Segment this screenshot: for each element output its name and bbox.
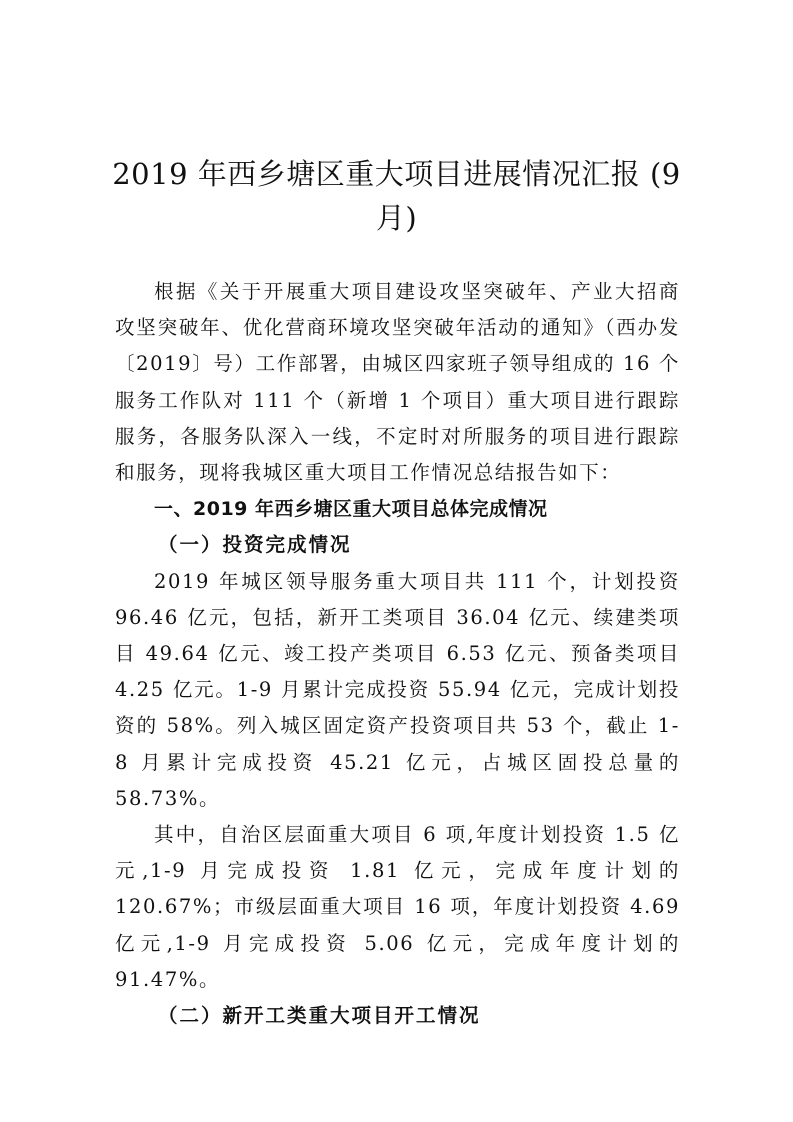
- paragraph-investment-levels: 其中，自治区层面重大项目 6 项,年度计划投资 1.5 亿元,1-9 月完成投资 1.81 亿元，完成年度计划的 120.67%；市级层面重大项目 16 项，年度计划投资 4.69 亿元,1-9 月完成投资 5.06 亿元，完成年度计划的 91.47%。: [115, 823, 680, 991]
- paragraph-investment-summary: 2019 年城区领导服务重大项目共 111 个，计划投资 96.46 亿元，包括，新开工类项目 36.04 亿元、续建类项目 49.64 亿元、竣工投产类项目 6.53 亿元、预备类项目 4.25 亿元。1-9 月累计完成投资 55.94 亿元，完成计划投资的 58%。列入城区固定资产投资项目共 53 个，截止 1-8 月累计完成投资 45.21 亿元，占城区固投总量的 58.73%。: [115, 569, 680, 810]
- intro-paragraph: 根据《关于开展重大项目建设攻坚突破年、产业大招商攻坚突破年、优化营商环境攻坚突破年活动的通知》（西办发〔2019〕号）工作部署，由城区四家班子领导组成的 16 个服务工作队对 111 个（新增 1 个项目）重大项目进行跟踪服务，各服务队深入一线，不定时对所服务的项目进行跟踪和服务，现将我城区重大项目工作情况总结报告如下：: [115, 280, 680, 485]
- title-line-1: 2019 年西乡塘区重大项目进展情况汇报 (9: [112, 157, 681, 191]
- subsection-heading-investment: （一）投资完成情况: [158, 533, 352, 557]
- title-line-2: 月): [375, 201, 418, 235]
- section-heading-1: 一、2019 年西乡塘区重大项目总体完成情况: [154, 498, 548, 521]
- document-body: [115, 274, 680, 1034]
- subsection-heading-new-projects: （二）新开工类重大项目开工情况: [158, 1004, 481, 1028]
- document-title: [110, 152, 683, 240]
